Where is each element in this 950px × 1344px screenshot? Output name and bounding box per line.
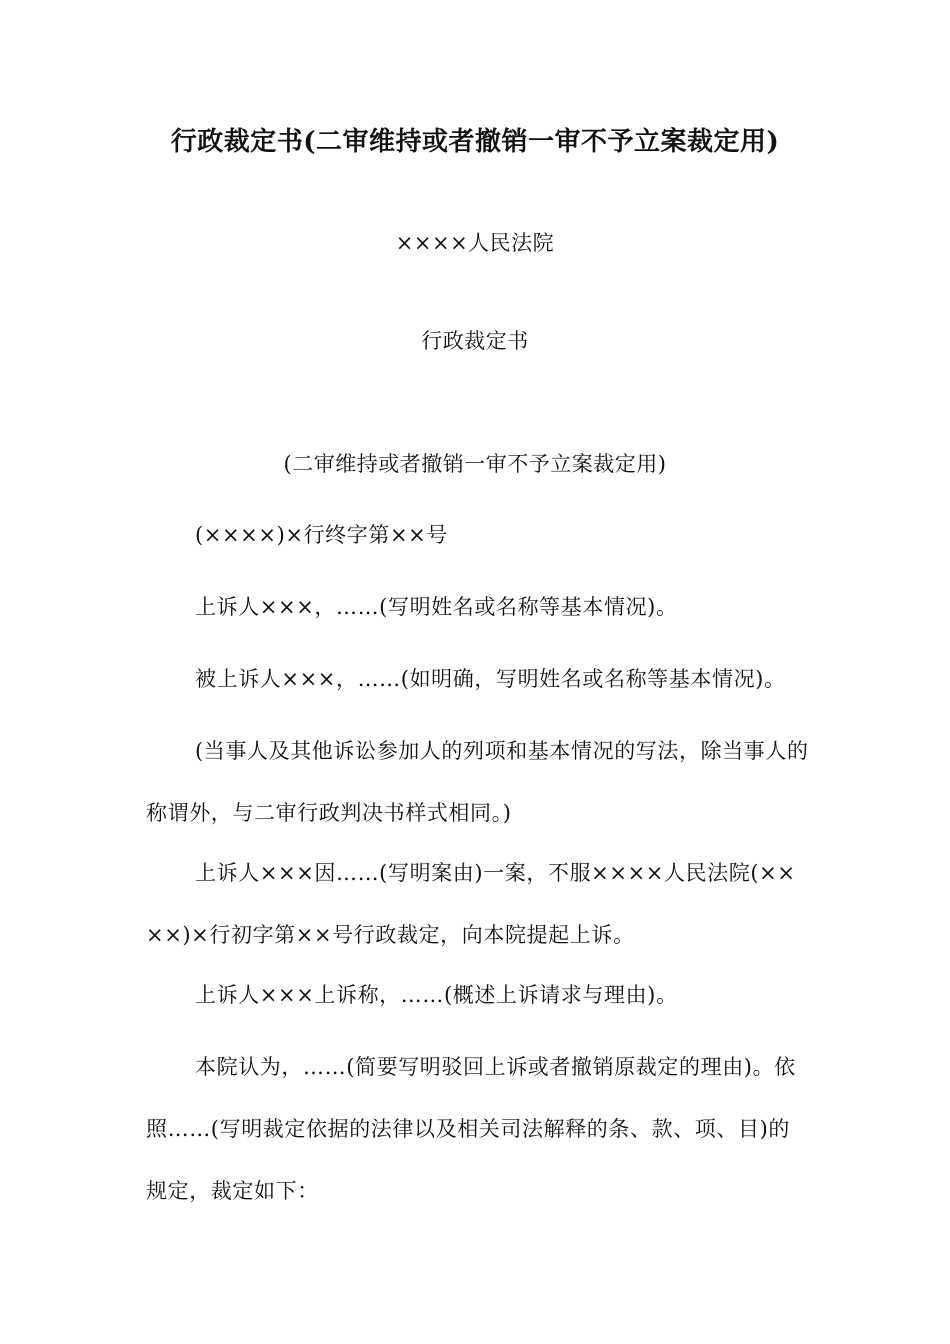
parties-note-paragraph: (当事人及其他诉讼参加人的列项和基本情况的写法，除当事人的称谓外，与二审行政判决书样式相同。) (146, 739, 809, 825)
appellant-paragraph: 上诉人×××，……(写明姓名或名称等基本情况)。 (195, 595, 678, 619)
document-type: 行政裁定书 (421, 329, 529, 353)
document-title: 行政裁定书(二审维持或者撤销一审不予立案裁定用) (170, 127, 780, 157)
appellee-paragraph: 被上诉人×××，……(如明确，写明姓名或名称等基本情况)。 (195, 667, 786, 691)
court-name: ××××人民法院 (395, 231, 555, 255)
case-number: (××××)×行终字第××号 (195, 523, 448, 547)
appeal-claim-paragraph: 上诉人×××上诉称，……(概述上诉请求与理由)。 (195, 983, 678, 1007)
document-subtitle: (二审维持或者撤销一审不予立案裁定用) (283, 452, 667, 476)
case-origin-paragraph: 上诉人×××因……(写明案由)一案，不服××××人民法院(××××)×行初字第××号行政裁定，向本院提起上诉。 (146, 861, 796, 947)
court-opinion-paragraph: 本院认为，……(简要写明驳回上诉或者撤销原裁定的理由)。依照……(写明裁定依据的法律以及相关司法解释的条、款、项、目)的规定，裁定如下： (146, 1055, 796, 1203)
